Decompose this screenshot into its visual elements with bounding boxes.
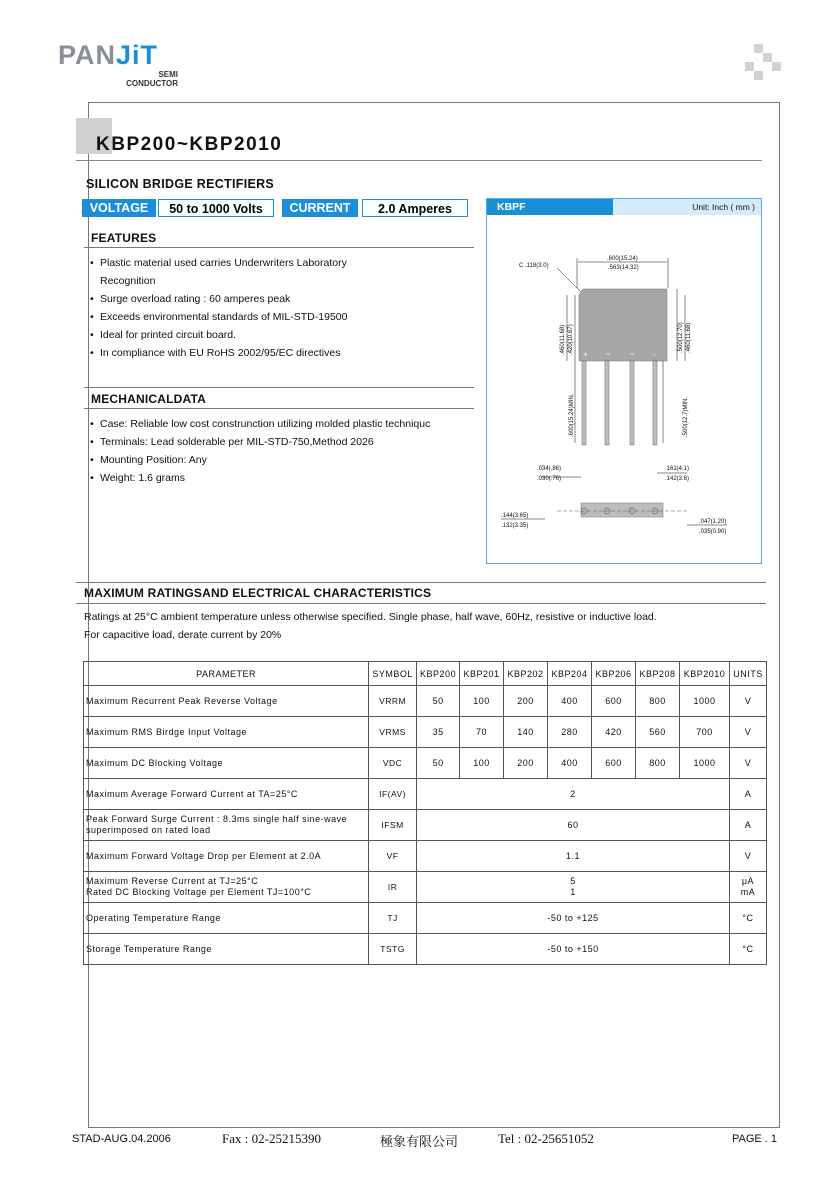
company-logo	[58, 40, 188, 92]
pin-label: +	[583, 350, 588, 359]
current-label: CURRENT	[282, 199, 358, 217]
value-cell: 200	[504, 686, 548, 717]
list-item: • Terminals: Lead solderable per MIL-STD-750,Method 2026	[90, 433, 430, 451]
ratings-note-2: For capacitive load, derate current by 20%	[84, 629, 282, 641]
features-heading: FEATURES	[91, 231, 157, 245]
current-value: 2.0 Amperes	[362, 199, 468, 217]
dim-pin-b: .030(.76)	[537, 476, 562, 482]
value-cell: 50	[417, 686, 460, 717]
decorative-squares-icon	[745, 44, 781, 80]
column-header: KBP200	[417, 662, 460, 686]
ratings-divider	[76, 603, 766, 604]
value-cell: 100	[460, 748, 504, 779]
unit-cell: μA mA	[729, 872, 766, 903]
dim-height-right-b: .460(11.68)	[686, 322, 692, 353]
package-side-view	[581, 503, 663, 517]
value-cell: 400	[548, 748, 592, 779]
value-cell: 5 1	[417, 872, 730, 903]
dim-height-left-a: .460(11.68)	[560, 324, 566, 355]
value-cell: 35	[417, 717, 460, 748]
symbol-cell: TSTG	[369, 934, 417, 965]
pin-label: ~	[630, 350, 635, 359]
table-row	[84, 779, 767, 810]
symbol-cell: VRMS	[369, 717, 417, 748]
list-item: • Surge overload rating : 60 amperes peak	[90, 290, 347, 308]
mechanical-top-divider	[84, 387, 474, 388]
parameter-cell: Maximum Forward Voltage Drop per Element at 2.0A	[84, 841, 369, 872]
dim-chamfer: C .118(3.0)	[519, 263, 549, 269]
list-item: • Case: Reliable low cost construnction utilizing molded plastic techniquc	[90, 415, 430, 433]
lead	[653, 361, 657, 445]
list-item: • Mounting Position: Any	[90, 451, 430, 469]
logo-semi: SEMI	[158, 70, 178, 79]
column-header: KBP202	[504, 662, 548, 686]
ratings-heading: MAXIMUM RATINGSAND ELECTRICAL CHARACTERISTICS	[84, 586, 432, 600]
page-title: KBP200~KBP2010	[96, 134, 283, 155]
unit-cell: A	[729, 810, 766, 841]
list-item: • Plastic material used carries Underwriters Laboratory Recognition	[90, 254, 347, 290]
value-cell: 200	[504, 748, 548, 779]
symbol-cell: VDC	[369, 748, 417, 779]
package-unit: Unit: Inch ( mm )	[692, 202, 755, 212]
lead	[582, 361, 586, 445]
pin-label: ~	[606, 350, 611, 359]
column-header: UNITS	[729, 662, 766, 686]
parameter-cell: Operating Temperature Range	[84, 903, 369, 934]
value-cell: 1000	[679, 748, 729, 779]
value-cell: 420	[592, 717, 636, 748]
logo-conductor: CONDUCTOR	[126, 79, 178, 88]
value-cell: 800	[636, 686, 680, 717]
dim-width-bottom: .563(14.32)	[608, 265, 639, 271]
title-divider	[76, 160, 762, 161]
dim-thickness-a: .144(3.65)	[501, 513, 529, 519]
list-item-continuation: Recognition	[100, 275, 156, 287]
unit-cell: °C	[729, 903, 766, 934]
logo-subtext	[124, 70, 178, 88]
footer-fax: Fax : 02-25215390	[222, 1131, 321, 1146]
value-cell: 1000	[679, 686, 729, 717]
mechanical-divider	[84, 408, 474, 409]
symbol-cell: IF(AV)	[369, 779, 417, 810]
subtitle: SILICON BRIDGE RECTIFIERS	[86, 177, 275, 191]
parameter-cell: Peak Forward Surge Current : 8.3ms single half sine-wave superimposed on rated load	[84, 810, 369, 841]
table-row	[84, 934, 767, 965]
value-cell: -50 to +125	[417, 903, 730, 934]
dim-lead-right: .500(12.7)MIN.	[683, 396, 689, 437]
symbol-cell: TJ	[369, 903, 417, 934]
parameter-cell: Maximum RMS Birdge Input Voltage	[84, 717, 369, 748]
dim-line	[557, 268, 581, 292]
table-row	[84, 810, 767, 841]
footer-company: 極象有限公司	[380, 1134, 459, 1149]
list-item: • Exceeds environmental standards of MIL-STD-19500	[90, 308, 347, 326]
dim-thickness-b: .132(3.35)	[501, 523, 529, 529]
ratings-table	[83, 661, 767, 965]
column-header: KBP201	[460, 662, 504, 686]
value-cell: 140	[504, 717, 548, 748]
column-header: KBP206	[592, 662, 636, 686]
footer-page: PAGE . 1	[732, 1133, 778, 1145]
logo-pan: PAN	[58, 40, 117, 70]
column-header: KBP204	[548, 662, 592, 686]
list-item: • Ideal for printed circuit board.	[90, 326, 347, 344]
table-row	[84, 686, 767, 717]
unit-cell: V	[729, 717, 766, 748]
symbol-cell: VRRM	[369, 686, 417, 717]
table-row	[84, 841, 767, 872]
table-row	[84, 872, 767, 903]
value-cell: 400	[548, 686, 592, 717]
dim-pitch-a: .161(4.1)	[665, 466, 690, 472]
features-list	[90, 254, 347, 362]
dim-lead-thick-a: .047(1.20)	[699, 519, 727, 525]
footer-tel: Tel : 02-25651052	[498, 1131, 594, 1146]
unit-cell: °C	[729, 934, 766, 965]
package-diagram	[486, 198, 762, 564]
value-cell: 800	[636, 748, 680, 779]
column-header: KBP2010	[679, 662, 729, 686]
table-row	[84, 903, 767, 934]
voltage-value: 50 to 1000 Volts	[158, 199, 274, 217]
logo-wordmark	[58, 40, 158, 70]
footer-doc-id: STAD-AUG.04.2006	[72, 1133, 171, 1145]
column-header: SYMBOL	[369, 662, 417, 686]
dim-lead-thick-b: .035(0.90)	[699, 529, 727, 535]
column-header: PARAMETER	[84, 662, 369, 686]
column-header: KBP208	[636, 662, 680, 686]
value-cell: 50	[417, 748, 460, 779]
table-row	[84, 717, 767, 748]
parameter-cell: Maximum Average Forward Current at TA=25°C	[84, 779, 369, 810]
lead	[605, 361, 609, 445]
dim-lead-left: .600(15.24)MIN.	[569, 393, 575, 437]
unit-cell: V	[729, 686, 766, 717]
dim-pin-a: .034(.86)	[537, 466, 562, 472]
parameter-cell: Maximum Reverse Current at TJ=25°C Rated DC Blocking Voltage per Element TJ=100°C	[84, 872, 369, 903]
dim-height-right-a: .500(12.70)	[678, 322, 684, 353]
lead	[630, 361, 634, 445]
dim-height-left-b: .420(10.67)	[568, 324, 574, 355]
value-cell: 600	[592, 686, 636, 717]
ratings-top-divider	[76, 582, 766, 583]
value-cell: 700	[679, 717, 729, 748]
package-drawing	[487, 215, 761, 563]
parameter-cell: Storage Temperature Range	[84, 934, 369, 965]
value-cell: 100	[460, 686, 504, 717]
dim-width-top: .600(15.24)	[607, 256, 638, 262]
table-header-row	[84, 662, 767, 686]
symbol-cell: IR	[369, 872, 417, 903]
voltage-label: VOLTAGE	[82, 199, 156, 217]
unit-cell: V	[729, 841, 766, 872]
logo-jit: JiT	[116, 40, 159, 70]
dim-pitch-b: .142(3.6)	[665, 476, 690, 482]
parameter-cell: Maximum DC Blocking Voltage	[84, 748, 369, 779]
list-item: • Weight: 1.6 grams	[90, 469, 430, 487]
unit-cell: V	[729, 748, 766, 779]
unit-cell: A	[729, 779, 766, 810]
value-cell: 280	[548, 717, 592, 748]
package-header	[487, 199, 761, 215]
value-cell: 560	[636, 717, 680, 748]
value-cell: 2	[417, 779, 730, 810]
table-row	[84, 748, 767, 779]
mechanical-heading: MECHANICALDATA	[91, 392, 207, 406]
value-cell: 70	[460, 717, 504, 748]
mechanical-list	[90, 415, 430, 487]
value-cell: 1.1	[417, 841, 730, 872]
list-item: • In compliance with EU RoHS 2002/95/EC directives	[90, 344, 347, 362]
features-divider	[84, 247, 474, 248]
pin-label: -	[653, 350, 656, 359]
package-name: KBPF	[487, 199, 613, 215]
value-cell: 600	[592, 748, 636, 779]
value-cell: -50 to +150	[417, 934, 730, 965]
ratings-note-1: Ratings at 25°C ambient temperature unless otherwise specified. Single phase, half wave, 60Hz, resistive or inductive load.	[84, 611, 657, 623]
value-cell: 60	[417, 810, 730, 841]
symbol-cell: IFSM	[369, 810, 417, 841]
symbol-cell: VF	[369, 841, 417, 872]
parameter-cell: Maximum Recurrent Peak Reverse Voltage	[84, 686, 369, 717]
